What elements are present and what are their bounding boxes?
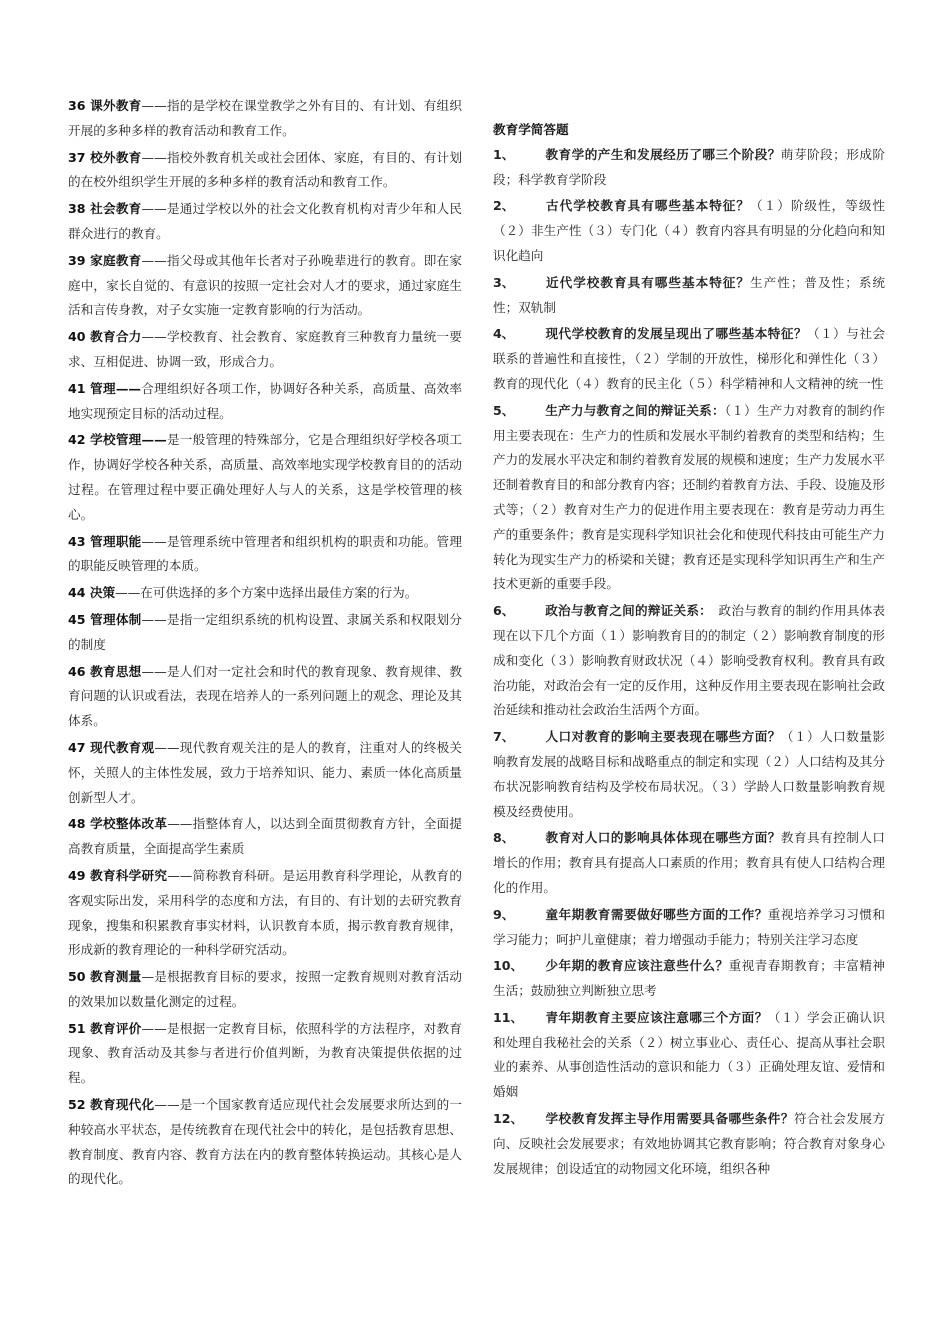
glossary-definition: —是根据教育目标的要求，按照一定教育规则对教育活动的效果加以数量化测定的过程。 [68,969,462,1009]
question-item [493,599,885,723]
answer-text: （１）生产力对教育的制约作用主要表现在：生产力的性质和发展水平制约着教育的类型和结构；生产力的发展水平决定和制约着教育发展的规模和速度；生产力发展水平还制着教育目的和部分教育内容；还制约着教育方法、手段、设施及形式等；（２）教育对生产力的促进作用主要表现在：教育是劳动力再生产的重要条件；教育是实现科学知识社会化和使现代科技由可能生产力转化为现实生产力的桥梁和关键；教育还是实现科学知识再生产和生产技术更新的重要手段。 [493,402,886,592]
glossary-definition: ——是管理系统中管理者和组织机构的职责和功能。管理的职能反映管理的本质。 [68,533,462,574]
question-text: 政治与教育之间的辩证关系： [545,603,706,619]
glossary-term: 50 教育测量 [68,969,142,985]
answer-text: （１）阶级性，等级性（２）非生产性（３）专门化（４）教育内容具有明显的分化趋向和知识化趋向 [493,198,886,263]
glossary-entry [68,581,462,606]
answer-text: 教育具有控制人口增长的作用；教育具有提高人口素质的作用；教育具有使人口结构合理化的作用。 [493,830,886,895]
question-text: 生产力与教育之间的辩证关系： [545,402,725,418]
glossary-entry [68,965,462,1015]
glossary-definition: ——在可供选择的多个方案中选择出最佳方案的行为。 [115,585,418,601]
glossary-entry [68,325,462,375]
glossary-definition: ——简称教育科研。是运用教育科学理论，从教育的客观实际出发，采用科学的态度和方法，有目的、有计划的去研究教育现象，搜集和积累教育事实材料，认识教育本质，揭示教育教育规律，形成新的教育理论的一种科学研究活动。 [68,867,462,958]
question-item [493,271,885,321]
glossary-term: 47 现代教育观 [68,739,155,755]
glossary-entry [68,94,462,144]
question-number: 3、 [493,274,515,290]
glossary-term: 45 管理体制 [68,611,142,627]
question-text: 古代学校教育具有哪些基本特征？ [545,198,751,214]
answer-text: （１）人口数量影响教育发展的战略目标和战略重点的制定和实现（２）人口结构及其分布状况影响教育结构及学校布局状况。（３）学龄人口数量影响教育规模及经费使用。 [493,729,886,819]
glossary-definition: ——现代教育观关注的是人的教育，注重对人的终极关怀，关照人的主体性发展，致力于培养知识、能力、素质一体化高质量创新型人才。 [68,739,462,805]
glossary-entry [68,812,462,862]
question-number: 5、 [493,402,515,418]
right-column [493,118,885,1183]
glossary-definition: ——是一个国家教育适应现代社会发展要求所达到的一种较高水平状态，是传统教育在现代社会中的转化，是包括教育思想、教育制度、教育内容、教育方法在内的教育整体转换运动。其核心是人的现代化。 [68,1097,462,1187]
glossary-term: 44 决策 [68,585,116,601]
glossary-term: 37 校外教育 [68,149,142,165]
question-item [493,194,885,268]
glossary-term: 46 教育思想 [68,663,142,679]
glossary-entry [68,608,462,658]
glossary-definition: ——是根据一定教育目标，依照科学的方法程序，对教育现象、教育活动及其参与者进行价值判断，为教育决策提供依据的过程。 [68,1020,462,1086]
glossary-entry [68,660,462,734]
glossary-entry [68,197,462,247]
question-item [493,1107,885,1181]
answer-text: 萌芽阶段；形成阶段；科学教育学阶段 [493,146,886,187]
glossary-term: 52 教育现代化 [68,1097,155,1113]
question-text: 学校教育发挥主导作用需要具备哪些条件？ [545,1111,794,1127]
question-item [493,399,885,597]
question-number: 12、 [493,1111,524,1127]
answer-text: 生产性；普及性；系统性；双轨制 [493,274,886,315]
glossary-definition: ——指整体育人，以达到全面贯彻教育方针，全面提高教育质量，全面提高学生素质 [68,816,462,857]
glossary-term: 48 学校整体改革 [68,816,168,832]
glossary-term: 42 学校管理—— [68,432,167,448]
question-text: 教育对人口的影响具体体现在哪些方面？ [545,830,781,846]
question-number: 11、 [493,1009,524,1025]
question-number: 7、 [493,729,515,745]
question-number: 1、 [493,146,515,162]
glossary-entry [68,1017,462,1091]
question-number: 8、 [493,830,515,846]
glossary-definition: ——是通过学校以外的社会文化教育机构对青少年和人民群众进行的教育。 [68,201,462,241]
question-text: 人口对教育的影响主要表现在哪些方面？ [545,729,781,745]
answer-text: （１）学会正确认识和处理自我秘社会的关系（２）树立事业心、责任心、提高从事社会职业的素养、从事创造性活动的意识和能力（３）正确处理友谊、爱情和婚姻 [493,1009,886,1100]
section-title: 教育学简答题 [493,122,569,137]
glossary-term: 41 管理—— [68,380,142,396]
glossary-term: 38 社会教育 [68,201,142,217]
glossary-entry [68,1093,462,1192]
question-item [493,954,885,1004]
glossary-entry [68,864,462,963]
glossary-entry [68,249,462,323]
question-item [493,322,885,396]
question-text: 童年期教育需要做好哪些方面的工作？ [545,906,768,922]
glossary-definition: 合理组织好各项工作，协调好各种关系，高质量、高效率地实现预定目标的活动过程。 [68,380,462,421]
question-number: 9、 [493,906,515,922]
answer-text: 重视培养学习习惯和学习能力；呵护儿童健康；着力增强动手能力；特别关注学习态度 [493,906,886,947]
question-item [493,1006,885,1105]
glossary-term: 36 课外教育 [68,98,142,113]
glossary-definition: ——指校外教育机关或社会团体、家庭，有目的、有计划的在校外组织学生开展的多种多样的教育活动和教育工作。 [68,149,462,190]
question-number: 10、 [493,958,524,974]
question-item [493,826,885,900]
glossary-term: 49 教育科学研究 [68,867,168,883]
glossary-definition: ——指的是学校在课堂教学之外有目的、有计划、有组织开展的多种多样的教育活动和教育工作。 [68,98,462,138]
question-text: 现代学校教育的发展呈现出了哪些基本特征？ [545,326,808,342]
question-item [493,903,885,953]
answer-text: （１）与社会联系的普遍性和直接性，（２）学制的开放性，梯形化和弹性化（３）教育的现代化（４）教育的民主化（５）科学精神和人文精神的统一性 [493,326,886,391]
question-item [493,725,885,824]
question-item [493,143,885,193]
glossary-entry [68,146,462,196]
glossary-definition: 是一般管理的特殊部分，它是合理组织好学校各项工作，协调好学校各种关系，高质量、高效率地实现学校教育目的的活动过程。在管理过程中要正确处理好人与人的关系，这是学校管理的核心。 [68,432,462,522]
question-text: 青年期教育主要应该注意哪三个方面？ [545,1009,768,1025]
question-number: 2、 [493,198,515,214]
question-text: 教育学的产生和发展经历了哪三个阶段？ [545,146,781,162]
question-number: 4、 [493,326,515,342]
answer-text: 政治与教育的制约作用具体表现在以下几个方面（１）影响教育目的的制定（２）影响教育制度的形成和变化（３）影响教育财政状况（４）影响受教育权利。教育具有政治功能，对政治会有一定的反作用，这种反作用主要表现在影响社会政治延续和推动社会政治生活两个方面。 [493,603,886,718]
glossary-term: 43 管理职能 [68,533,142,549]
glossary-entry [68,428,462,527]
left-column [68,94,462,1194]
question-text: 少年期的教育应该注意些什么？ [545,958,729,974]
glossary-definition: ——学校教育、社会教育、家庭教育三种教育力量统一要求、互相促进、协调一致，形成合力。 [68,329,462,369]
answer-text: 重视青春期教育；丰富精神生活；鼓励独立判断独立思考 [493,958,886,999]
question-number: 6、 [493,603,515,619]
glossary-entry [68,377,462,427]
glossary-entry [68,530,462,580]
glossary-term: 39 家庭教育 [68,252,142,268]
question-text: 近代学校教育具有哪些基本特征？ [545,274,751,290]
glossary-entry [68,736,462,810]
glossary-definition: ——指父母或其他年长者对子孙晚辈进行的教育。即在家庭中，家长自觉的、有意识的按照一定社会对人才的要求，通过家庭生活和言传身教，对子女实施一定教育影响的行为活动。 [68,252,462,318]
glossary-definition: ——是人们对一定社会和时代的教育现象、教育规律、教育问题的认识或看法，表现在培养人的一系列问题上的观念、理论及其体系。 [68,663,462,729]
glossary-term: 51 教育评价 [68,1020,142,1036]
glossary-definition: ——是指一定组织系统的机构设置、隶属关系和权限划分的制度 [68,611,462,652]
glossary-term: 40 教育合力 [68,329,142,345]
answer-text: 符合社会发展方向、反映社会发展要求；有效地协调其它教育影响；符合教育对象身心发展规律；创设适宜的动物园文化环境，组织各种 [493,1111,886,1176]
